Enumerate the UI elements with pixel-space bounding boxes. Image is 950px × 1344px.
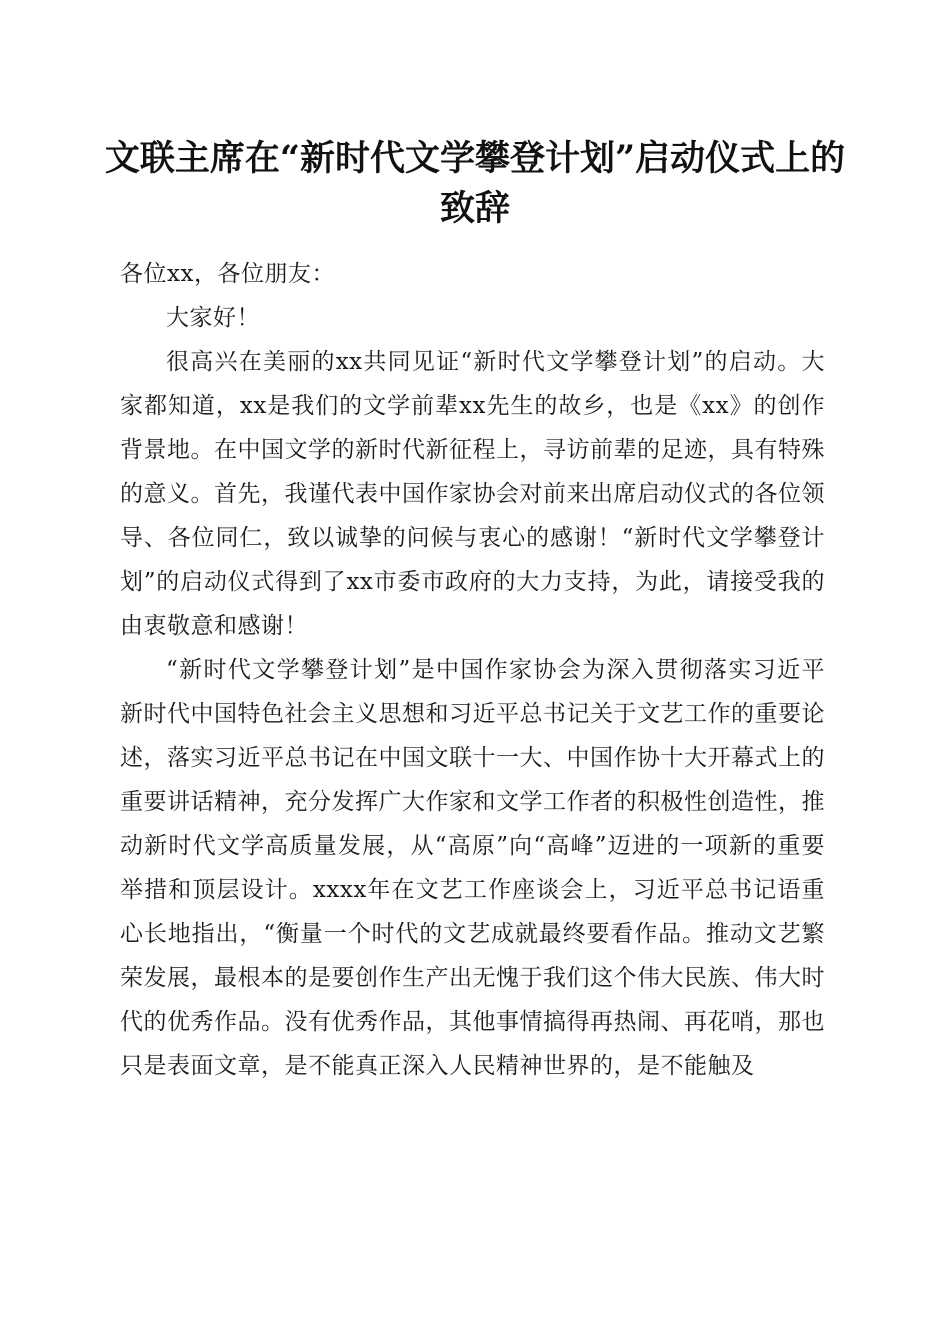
- paragraph-plan-intro: “新时代文学攀登计划”是中国作家协会为深入贯彻落实习近平新时代中国特色社会主义思想和习近平总书记关于文艺工作的重要论述，落实习近平总书记在中国文联十一大、中国作协十大开幕式上的重要讲话精神，充分发挥广大作家和文学工作者的积极性创造性，推动新时代文学高质量发展，从“高原”向“高峰”迈进的一项新的重要举措和顶层设计。xxxx年在文艺工作座谈会上，习近平总书记语重心长地指出，“衡量一个时代的文艺成就最终要看作品。推动文艺繁荣发展，最根本的是要创作生产出无愧于我们这个伟大民族、伟大时代的优秀作品。没有优秀作品，其他事情搞得再热闹、再花哨，那也只是表面文章，是不能真正深入人民精神世界的，是不能触及: [120, 657, 825, 1079]
- document-title: 文联主席在“新时代文学攀登计划”启动仪式上的致辞: [104, 138, 846, 229]
- salutation: 各位xx，各位朋友：: [120, 261, 335, 287]
- paragraph-greeting: 大家好！: [166, 305, 260, 331]
- paragraph-opening: 很高兴在美丽的xx共同见证“新时代文学攀登计划”的启动。大家都知道，xx是我们的文学前辈xx先生的故乡，也是《xx》的创作背景地。在中国文学的新时代新征程上，寻访前辈的足迹，具有特殊的意义。首先，我谨代表中国作家协会对前来出席启动仪式的各位领导、各位同仁，致以诚挚的问候与衷心的感谢！“新时代文学攀登计划”的启动仪式得到了xx市委市政府的大力支持，为此，请接受我的由衷敬意和感谢！: [120, 349, 825, 639]
- document-body: [120, 252, 825, 1088]
